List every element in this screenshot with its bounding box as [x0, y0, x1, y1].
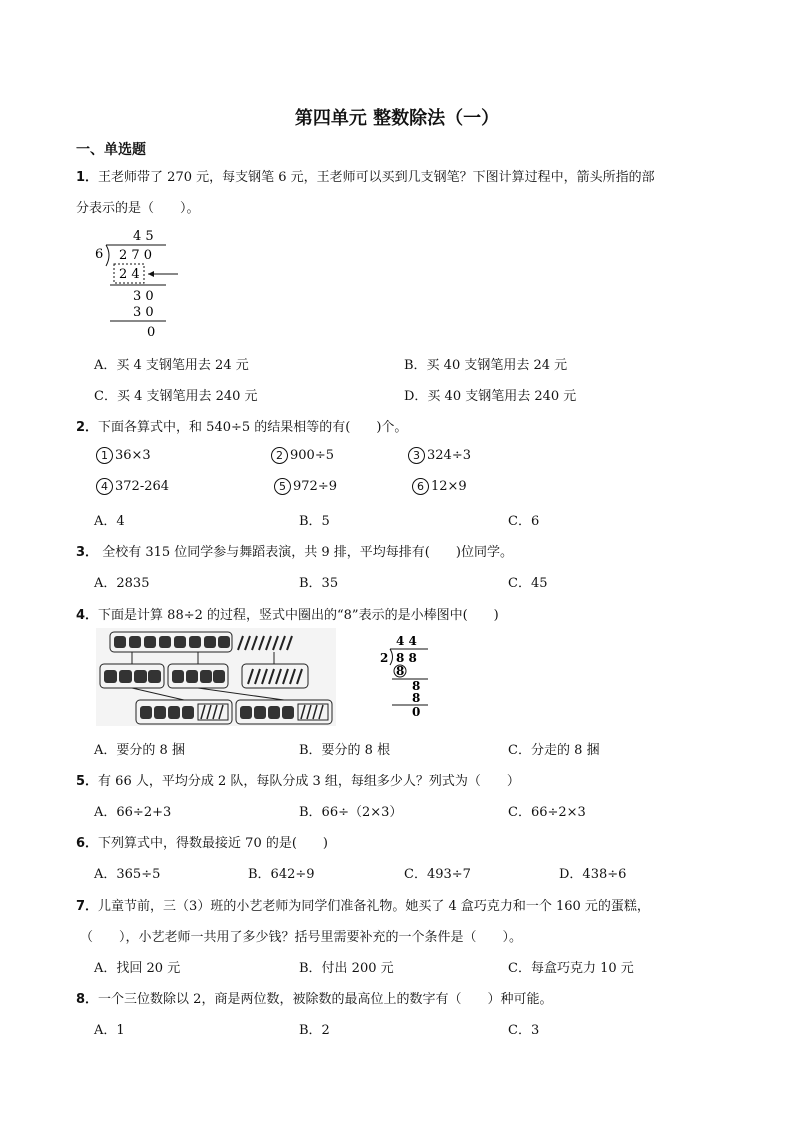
- question-7: [76, 895, 650, 914]
- question-3: [76, 541, 513, 560]
- question-1-line2: 分表示的是（ ）。: [76, 201, 200, 216]
- question-text: 下面各算式中，和 540÷5 的结果相等的有( )个。: [98, 420, 408, 435]
- dividend: 8 8: [396, 651, 417, 665]
- q6-option-d[interactable]: D．438÷6: [559, 867, 627, 882]
- step-product: 8: [396, 664, 405, 678]
- question-number: 6．: [76, 836, 99, 851]
- circled-number: 1: [96, 447, 113, 464]
- step-product: 2 4: [119, 267, 140, 282]
- question-number: 3．: [76, 545, 99, 560]
- circled-number: 5: [274, 478, 291, 495]
- q7-option-b[interactable]: B．付出 200 元: [299, 961, 394, 976]
- q3-option-b[interactable]: B．35: [299, 576, 339, 591]
- q5-option-b[interactable]: B．66÷（2×3）: [299, 805, 403, 820]
- question-8: [76, 988, 552, 1007]
- q2-item-1: [96, 447, 151, 464]
- step-2: 3 0: [133, 289, 154, 304]
- q6-option-a[interactable]: A．365÷5: [94, 867, 161, 882]
- arrow-left-icon: [148, 271, 154, 277]
- question-number: 5．: [76, 774, 99, 789]
- q2-option-a[interactable]: A．4: [94, 514, 125, 529]
- quotient: 4 4: [396, 634, 417, 648]
- q7-option-a[interactable]: A．找回 20 元: [94, 961, 181, 976]
- question-6: [76, 832, 328, 851]
- circled-number: 2: [271, 447, 288, 464]
- q6-option-b[interactable]: B．642÷9: [248, 867, 315, 882]
- circled-number: 3: [408, 447, 425, 464]
- question-text: 下面是计算 88÷2 的过程，竖式中圈出的“8”表示的是小棒图中( ): [98, 608, 499, 623]
- step-2: 8: [412, 679, 421, 693]
- q3-option-c[interactable]: C．45: [508, 576, 548, 591]
- q2-option-c[interactable]: C．6: [508, 514, 540, 529]
- question-5: [76, 770, 520, 789]
- q6-option-c[interactable]: C．493÷7: [404, 867, 471, 882]
- q3-option-a[interactable]: A．2835: [94, 576, 150, 591]
- question-number: 8．: [76, 992, 99, 1007]
- q1-option-c[interactable]: C．买 4 支钢笔用去 240 元: [94, 389, 258, 404]
- q1-option-d[interactable]: D．买 40 支钢笔用去 240 元: [404, 389, 577, 404]
- section-heading: 一、单选题: [76, 142, 146, 158]
- q5-option-c[interactable]: C．66÷2×3: [508, 805, 586, 820]
- q2-item-3: [408, 447, 471, 464]
- question-7-line2: （ ），小艺老师一共用了多少钱？括号里需要补充的一个条件是（ ）。: [80, 930, 523, 945]
- q4-option-b[interactable]: B．要分的 8 根: [299, 743, 391, 758]
- expression: 900÷5: [290, 448, 334, 463]
- q1-option-b[interactable]: B．买 40 支钢笔用去 24 元: [404, 358, 568, 373]
- question-text: 有 66 人，平均分成 2 队，每队分成 3 组，每组多少人？列式为（ ）: [98, 774, 520, 789]
- q4-option-a[interactable]: A．要分的 8 捆: [94, 743, 185, 758]
- question-text: 一个三位数除以 2，商是两位数，被除数的最高位上的数字有（ ）种可能。: [98, 992, 553, 1007]
- q4-option-c[interactable]: C．分走的 8 捆: [508, 743, 600, 758]
- question-text: 王老师带了 270 元，每支钢笔 6 元，王老师可以买到几支钢笔？下图计算过程中，箭头所指的部: [98, 170, 655, 185]
- expression: 972÷9: [293, 479, 337, 494]
- step-3: 8: [412, 691, 421, 705]
- q1-option-a[interactable]: A．买 4 支钢笔用去 24 元: [94, 358, 249, 373]
- quotient: 4 5: [133, 229, 154, 244]
- remainder: 0: [147, 325, 156, 340]
- dividend: 2 7 0: [119, 248, 153, 263]
- circled-number: 4: [96, 478, 113, 495]
- q8-option-b[interactable]: B．2: [299, 1023, 330, 1038]
- question-1: [76, 166, 655, 185]
- stick-bundle-diagram: [96, 628, 336, 726]
- question-number: 7．: [76, 899, 99, 914]
- expression: 12×9: [431, 479, 467, 494]
- expression: 36×3: [115, 448, 151, 463]
- long-division-figure-1: [90, 226, 190, 344]
- q7-option-c[interactable]: C．每盒巧克力 10 元: [508, 961, 634, 976]
- divisor: 2: [380, 651, 389, 665]
- question-text: 下列算式中，得数最接近 70 的是( ): [98, 836, 328, 851]
- question-text: 儿童节前，三（3）班的小艺老师为同学们准备礼物。她买了 4 盒巧克力和一个 160 元的蛋糕，: [98, 899, 650, 914]
- q2-item-2: [271, 447, 334, 464]
- q8-option-c[interactable]: C．3: [508, 1023, 540, 1038]
- expression: 372-264: [115, 479, 170, 494]
- question-number: 4．: [76, 608, 99, 623]
- circled-number: 6: [412, 478, 429, 495]
- question-4: [76, 604, 499, 623]
- expression: 324÷3: [427, 448, 471, 463]
- question-number: 2．: [76, 420, 99, 435]
- q2-item-5: [274, 478, 337, 495]
- question-text: 全校有 315 位同学参与舞蹈表演，共 9 排，平均每排有( )位同学。: [102, 545, 513, 560]
- question-2: [76, 416, 407, 435]
- question-number: 1．: [76, 170, 99, 185]
- q2-item-6: [412, 478, 467, 495]
- remainder: 0: [412, 705, 421, 719]
- page-title: 第四单元 整数除法（一）: [294, 108, 500, 129]
- step-3: 3 0: [133, 305, 154, 320]
- q5-option-a[interactable]: A．66÷2+3: [94, 805, 172, 820]
- q8-option-a[interactable]: A．1: [94, 1023, 125, 1038]
- long-division-figure-4: [378, 632, 438, 720]
- q2-item-4: [96, 478, 169, 495]
- divisor: 6: [95, 247, 104, 262]
- q2-option-b[interactable]: B．5: [299, 514, 330, 529]
